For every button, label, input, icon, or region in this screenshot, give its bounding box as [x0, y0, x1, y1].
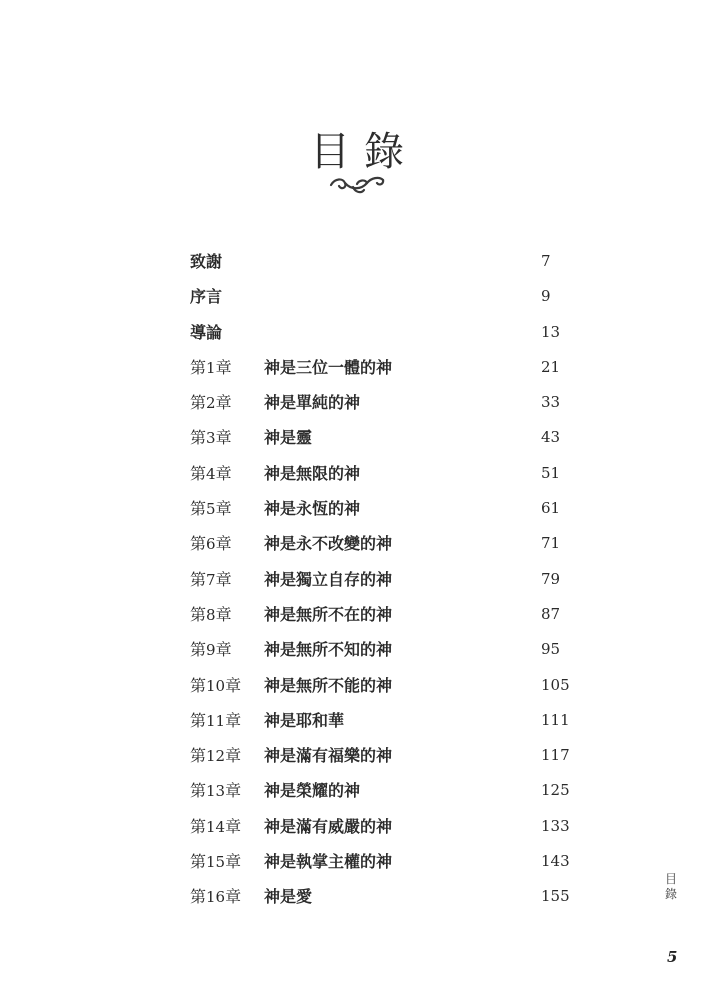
- toc-chapter-label: [190, 385, 232, 421]
- toc-entry[interactable]: [190, 244, 590, 279]
- chapter-suffix: 章: [215, 499, 232, 519]
- toc-entry-page: 43: [541, 428, 561, 447]
- toc-entry-page: 13: [541, 322, 561, 341]
- toc-entry-page: 155: [541, 887, 570, 906]
- toc-chapter-label: [190, 773, 241, 809]
- toc-entry-page: 71: [541, 534, 561, 553]
- toc-entry[interactable]: [190, 315, 590, 350]
- chapter-prefix: 第: [190, 852, 207, 872]
- chapter-suffix: 章: [225, 710, 242, 730]
- chapter-prefix: 第: [190, 710, 207, 730]
- chapter-prefix: 第: [190, 781, 207, 801]
- toc-chapter-label: [190, 562, 232, 598]
- chapter-prefix: 第: [190, 675, 207, 695]
- toc-entry[interactable]: [190, 632, 590, 667]
- toc-entry-title: 神是獨立自存的神: [264, 569, 393, 589]
- chapter-suffix: 章: [215, 604, 232, 624]
- toc-entry-page: 125: [541, 781, 570, 800]
- chapter-number: 1: [206, 358, 216, 377]
- chapter-prefix: 第: [190, 887, 207, 907]
- toc-entry[interactable]: [190, 668, 590, 703]
- chapter-number: 16: [206, 888, 226, 907]
- chapter-prefix: 第: [190, 640, 207, 660]
- chapter-prefix: 第: [190, 428, 207, 448]
- toc-entry[interactable]: [190, 350, 590, 385]
- toc-entry[interactable]: [190, 385, 590, 420]
- chapter-prefix: 第: [190, 569, 207, 589]
- toc-entry-title: 神是無所不知的神: [264, 640, 393, 660]
- chapter-suffix: 章: [215, 357, 232, 377]
- chapter-suffix: 章: [215, 428, 232, 448]
- chapter-number: 6: [206, 535, 216, 554]
- toc-entry-page: 9: [541, 287, 551, 306]
- chapter-suffix: 章: [215, 569, 232, 589]
- page-title: 目錄: [310, 129, 418, 175]
- toc-chapter-label: [190, 456, 232, 492]
- toc-entry-page: 133: [541, 816, 570, 835]
- toc-chapter-label: [190, 809, 241, 845]
- chapter-prefix: 第: [190, 534, 207, 554]
- toc-entry[interactable]: [190, 773, 590, 808]
- chapter-suffix: 章: [215, 393, 232, 413]
- toc-entry[interactable]: [190, 456, 590, 491]
- toc-entry[interactable]: [190, 879, 590, 914]
- page-number: 5: [667, 948, 678, 966]
- toc-entry-page: 33: [541, 393, 561, 412]
- toc-entry-title: 神是無限的神: [264, 463, 361, 483]
- toc-entry-title: 神是愛: [264, 887, 313, 907]
- toc-entry-page: 105: [541, 675, 570, 694]
- toc-entry-title: 神是執掌主權的神: [264, 852, 393, 872]
- toc-entry-title: 神是滿有福樂的神: [264, 746, 393, 766]
- toc-entry-page: 21: [541, 357, 561, 376]
- toc-entry-title: 神是耶和華: [264, 710, 345, 730]
- chapter-number: 12: [206, 747, 226, 766]
- toc-entry-title: 神是永不改變的神: [264, 534, 393, 554]
- chapter-number: 10: [206, 676, 226, 695]
- chapter-suffix: 章: [215, 463, 232, 483]
- toc-entry-page: 51: [541, 463, 561, 482]
- chapter-prefix: 第: [190, 357, 207, 377]
- toc-entry-title: 神是榮耀的神: [264, 781, 361, 801]
- toc-chapter-label: [190, 526, 232, 562]
- toc-entry-title: 神是滿有威嚴的神: [264, 816, 393, 836]
- chapter-suffix: 章: [225, 816, 242, 836]
- side-tab-char: 目: [664, 872, 677, 886]
- toc-chapter-label: [190, 738, 241, 774]
- chapter-number: 9: [206, 641, 216, 660]
- toc-entry[interactable]: [190, 703, 590, 738]
- toc-entry[interactable]: [190, 738, 590, 773]
- toc-entry-title: 序言: [190, 287, 223, 307]
- toc-entry-title: 導論: [190, 322, 223, 342]
- toc-entry-page: 111: [541, 710, 570, 729]
- chapter-suffix: 章: [225, 887, 242, 907]
- toc-entry[interactable]: [190, 844, 590, 879]
- chapter-suffix: 章: [225, 781, 242, 801]
- toc-entry-title: 神是單純的神: [264, 393, 361, 413]
- toc-entry-page: 7: [541, 252, 551, 270]
- toc-entry-page: 95: [541, 640, 561, 659]
- chapter-number: 7: [206, 570, 216, 589]
- toc-chapter-label: [190, 597, 232, 633]
- chapter-suffix: 章: [215, 640, 232, 660]
- chapter-prefix: 第: [190, 816, 207, 836]
- toc-entry[interactable]: [190, 597, 590, 632]
- toc-entry-page: 143: [541, 852, 570, 871]
- chapter-number: 5: [206, 500, 216, 519]
- chapter-number: 15: [206, 853, 226, 872]
- chapter-prefix: 第: [190, 604, 207, 624]
- side-tab-label: [664, 872, 678, 902]
- toc-chapter-label: [190, 703, 241, 739]
- chapter-number: 4: [206, 464, 216, 483]
- toc-entry-title: 神是三位一體的神: [264, 357, 393, 377]
- toc-entry-page: 61: [541, 499, 561, 518]
- toc-entry[interactable]: [190, 491, 590, 526]
- toc-chapter-label: [190, 350, 232, 386]
- chapter-prefix: 第: [190, 463, 207, 483]
- chapter-suffix: 章: [225, 675, 242, 695]
- toc-entry-page: 117: [541, 746, 570, 765]
- table-of-contents: [190, 244, 590, 915]
- toc-chapter-label: [190, 632, 232, 668]
- toc-entry[interactable]: [190, 526, 590, 561]
- toc-entry[interactable]: [190, 279, 590, 314]
- chapter-prefix: 第: [190, 746, 207, 766]
- toc-entry-page: 87: [541, 604, 561, 623]
- flourish-ornament-icon: [327, 168, 387, 198]
- toc-entry-page: 79: [541, 569, 561, 588]
- toc-chapter-label: [190, 844, 241, 880]
- chapter-number: 11: [206, 711, 226, 730]
- chapter-number: 13: [206, 782, 226, 801]
- chapter-number: 3: [206, 429, 216, 448]
- toc-chapter-label: [190, 879, 241, 915]
- chapter-number: 2: [206, 394, 216, 413]
- toc-entry-title: 致謝: [190, 252, 223, 271]
- toc-entry-title: 神是無所不能的神: [264, 675, 393, 695]
- toc-entry[interactable]: [190, 420, 590, 455]
- chapter-suffix: 章: [225, 746, 242, 766]
- toc-chapter-label: [190, 420, 232, 456]
- chapter-number: 8: [206, 605, 216, 624]
- chapter-suffix: 章: [225, 852, 242, 872]
- chapter-prefix: 第: [190, 393, 207, 413]
- toc-chapter-label: [190, 668, 241, 704]
- chapter-number: 14: [206, 817, 226, 836]
- chapter-prefix: 第: [190, 499, 207, 519]
- toc-entry-title: 神是永恆的神: [264, 499, 361, 519]
- toc-entry[interactable]: [190, 562, 590, 597]
- toc-entry[interactable]: [190, 809, 590, 844]
- chapter-suffix: 章: [215, 534, 232, 554]
- toc-chapter-label: [190, 491, 232, 527]
- toc-entry-title: 神是靈: [264, 428, 313, 448]
- side-tab-char: 錄: [664, 887, 677, 901]
- toc-entry-title: 神是無所不在的神: [264, 604, 393, 624]
